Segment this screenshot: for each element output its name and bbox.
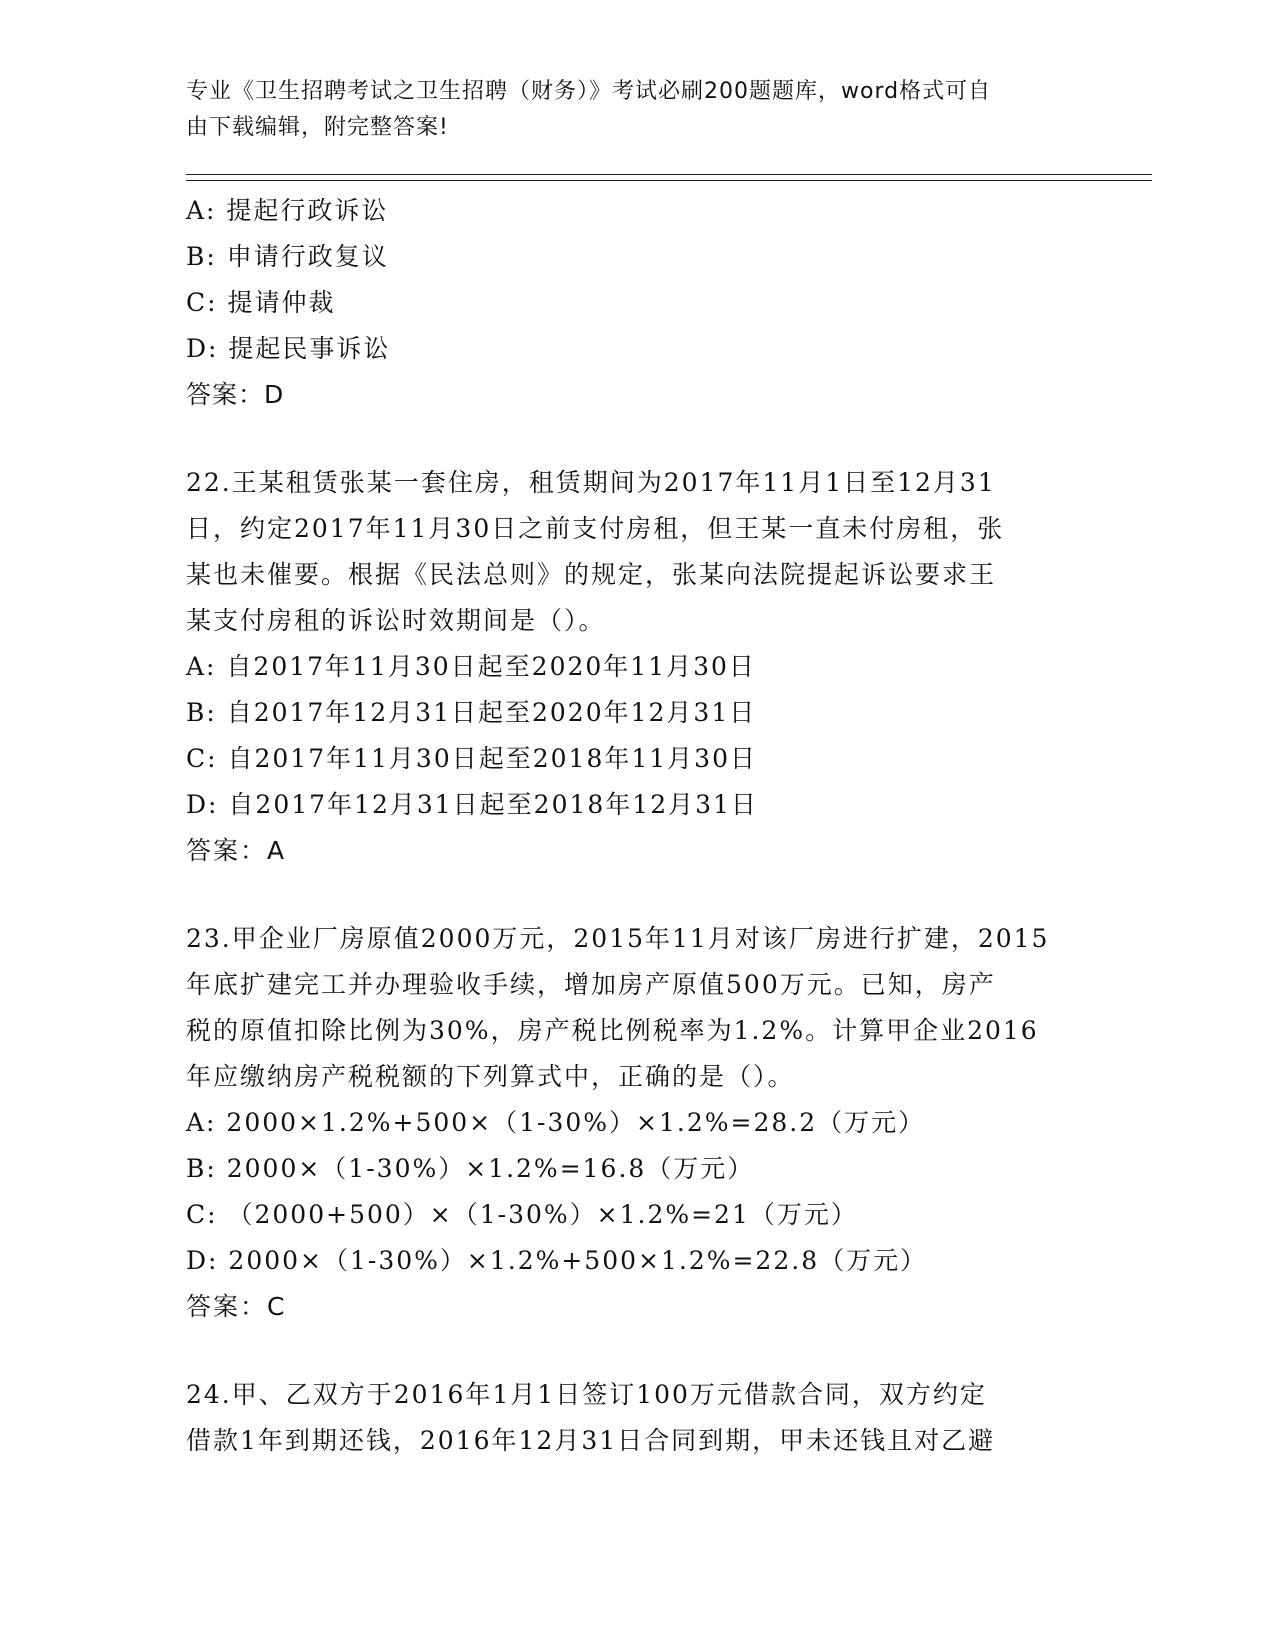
question-content — [186, 188, 1086, 1464]
answer-line: 答案：D — [186, 380, 285, 409]
question-stem-line: 某也未催要。根据《民法总则》的规定，张某向法院提起诉讼要求王 — [186, 560, 997, 589]
spacer — [186, 1330, 1086, 1372]
option-c: C: （2000+500）×（1-30%）×1.2%=21（万元） — [186, 1200, 858, 1229]
header-line-2: 由下载编辑，附完整答案! — [186, 115, 449, 140]
question-21 — [186, 188, 1086, 418]
header-divider-bottom — [186, 180, 1152, 181]
spacer — [186, 418, 1086, 460]
question-stem-line: 年底扩建完工并办理验收手续，增加房产原值500万元。已知，房产 — [186, 970, 996, 999]
question-stem-line: 借款1年到期还钱，2016年12月31日合同到期，甲未还钱且对乙避 — [186, 1426, 996, 1455]
option-c: C: 提请仲裁 — [186, 288, 336, 317]
question-stem-line: 23.甲企业厂房原值2000万元，2015年11月对该厂房进行扩建，2015 — [186, 924, 1050, 953]
option-c: C: 自2017年11月30日起至2018年11月30日 — [186, 744, 757, 773]
option-a: A: 提起行政诉讼 — [186, 196, 389, 225]
option-b: B: 申请行政复议 — [186, 242, 389, 271]
question-23 — [186, 916, 1086, 1330]
option-b: B: 自2017年12月31日起至2020年12月31日 — [186, 698, 757, 727]
spacer — [186, 874, 1086, 916]
question-stem-line: 税的原值扣除比例为30%，房产税比例税率为1.2%。计算甲企业2016 — [186, 1016, 1039, 1045]
option-a: A: 自2017年11月30日起至2020年11月30日 — [186, 652, 756, 681]
option-d: D: 提起民事诉讼 — [186, 334, 391, 363]
answer-line: 答案：A — [186, 836, 287, 865]
question-stem-line: 22.王某租赁张某一套住房，租赁期间为2017年11月1日至12月31 — [186, 468, 996, 497]
question-stem-line: 日，约定2017年11月30日之前支付房租，但王某一直未付房租，张 — [186, 514, 1005, 543]
question-stem-line: 24.甲、乙双方于2016年1月1日签订100万元借款合同，双方约定 — [186, 1380, 987, 1409]
answer-line: 答案：C — [186, 1292, 287, 1321]
option-b: B: 2000×（1-30%）×1.2%=16.8（万元） — [186, 1154, 755, 1183]
option-a: A: 2000×1.2%+500×（1-30%）×1.2%=28.2（万元） — [186, 1108, 926, 1137]
header-divider-top — [186, 174, 1152, 175]
question-stem-line: 某支付房租的诉讼时效期间是（）。 — [186, 606, 606, 635]
question-22 — [186, 460, 1086, 874]
header-line-1: 专业《卫生招聘考试之卫生招聘（财务）》考试必刷200题题库，word格式可自 — [186, 79, 992, 104]
option-d: D: 2000×（1-30%）×1.2%+500×1.2%=22.8（万元） — [186, 1246, 928, 1275]
question-24 — [186, 1372, 1086, 1464]
question-stem-line: 年应缴纳房产税税额的下列算式中，正确的是（）。 — [186, 1062, 795, 1091]
document-header — [186, 74, 1056, 146]
option-d: D: 自2017年12月31日起至2018年12月31日 — [186, 790, 758, 819]
